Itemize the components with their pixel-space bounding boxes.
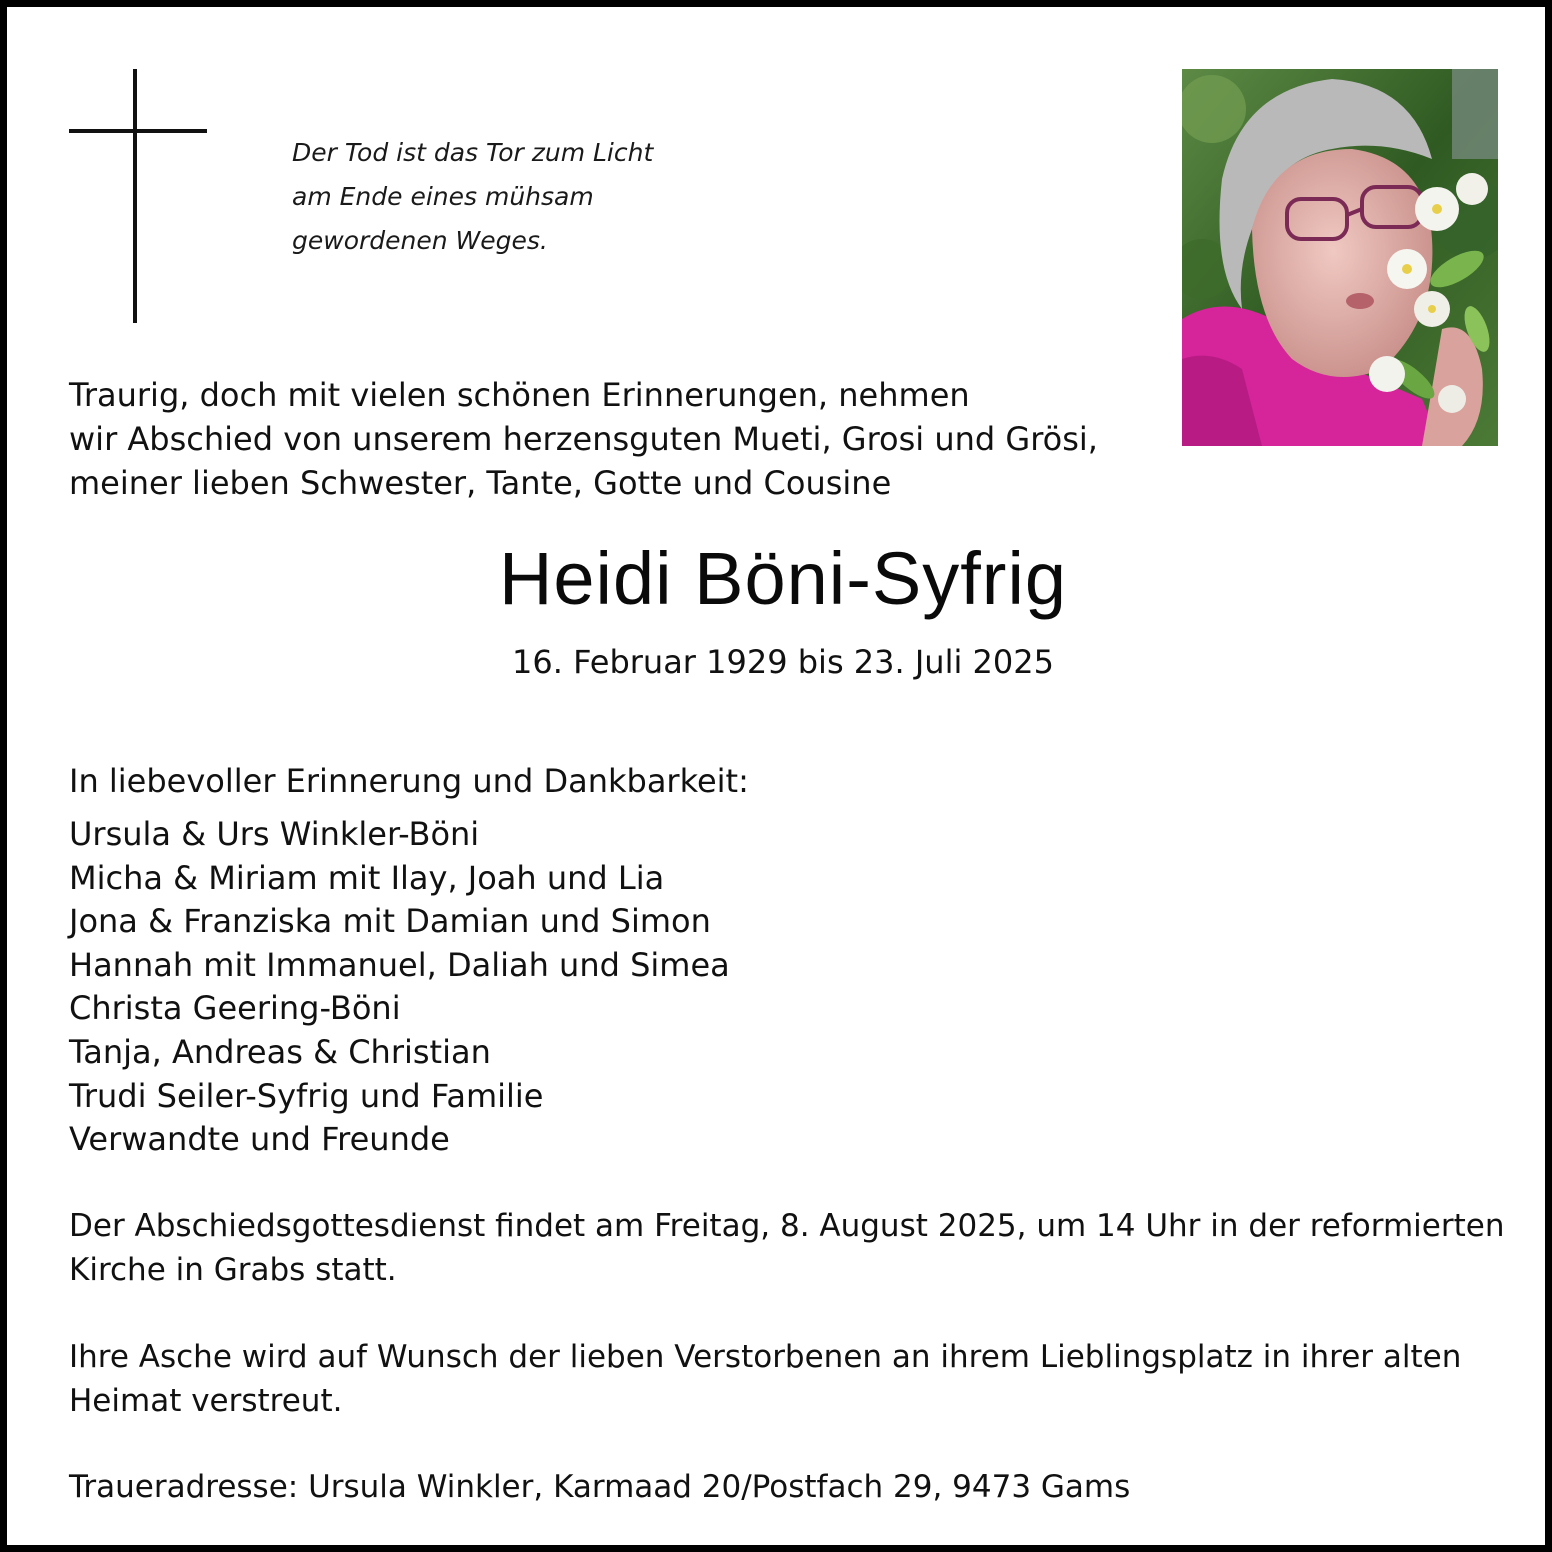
list-item: Tanja, Andreas & Christian	[69, 1032, 491, 1071]
list-item: Micha & Miriam mit Ilay, Joah und Lia	[69, 858, 665, 897]
service-line: Der Abschiedsgottesdienst findet am Freitag, 8. August 2025, um 14 Uhr in der reformierten	[69, 1208, 1505, 1244]
portrait-photo-icon	[1182, 69, 1498, 446]
ashes-line: Heimat verstreut.	[69, 1383, 343, 1419]
ashes-line: Ihre Asche wird auf Wunsch der lieben Verstorbenen an ihrem Lieblingsplatz in ihrer alten	[69, 1339, 1462, 1375]
deceased-name: Heidi Böni-Syfrig	[498, 537, 1068, 620]
mourners-heading: In liebevoller Erinnerung und Dankbarkeit:	[69, 762, 749, 800]
list-item: Jona & Franziska mit Damian und Simon	[69, 902, 711, 941]
list-item: Ursula & Urs Winkler-Böni	[69, 815, 480, 853]
list-item: Christa Geering-Böni	[69, 989, 401, 1028]
cross-horizontal-bar	[69, 129, 207, 133]
list-item: Hannah mit Immanuel, Daliah und Simea	[69, 945, 730, 984]
intro-text	[69, 373, 1098, 505]
list-item: Verwandte und Freunde	[69, 1120, 450, 1159]
quote-line: Der Tod ist das Tor zum Licht	[292, 138, 654, 167]
mourning-address: Traueradresse: Ursula Winkler, Karmaad 20/Postfach 29, 9473 Gams	[69, 1469, 1131, 1505]
intro-line: meiner lieben Schwester, Tante, Gotte und Cousine	[69, 464, 892, 502]
life-dates: 16. Februar 1929 bis 23. Juli 2025	[512, 643, 1054, 681]
mourners-list	[69, 813, 730, 1162]
ashes-info	[69, 1335, 1509, 1423]
intro-line: Traurig, doch mit vielen schönen Erinnerungen, nehmen	[69, 376, 970, 414]
memorial-quote	[292, 131, 852, 263]
quote-line: am Ende eines mühsam	[292, 182, 594, 211]
list-item: Trudi Seiler-Syfrig und Familie	[69, 1076, 544, 1115]
service-line: Kirche in Grabs statt.	[69, 1252, 397, 1288]
portrait-photo	[1182, 69, 1498, 446]
quote-line: gewordenen Weges.	[292, 226, 548, 255]
intro-line: wir Abschied von unserem herzensguten Mueti, Grosi und Grösi,	[69, 420, 1098, 458]
service-info	[69, 1204, 1509, 1292]
cross-vertical-bar	[133, 69, 137, 323]
